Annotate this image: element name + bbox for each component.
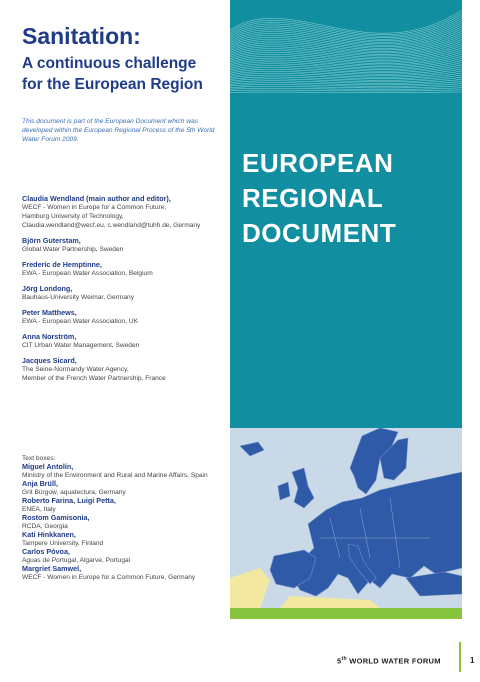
- author-name: Anna Norström,: [22, 332, 77, 341]
- author-affiliation: The Seine-Normandy Water Agency, Member of the French Water Partnership, France: [22, 366, 166, 382]
- europe-map-image: [230, 428, 462, 608]
- footer-divider: [459, 642, 461, 672]
- text-box-author-name: Rostom Gamisonia,: [22, 513, 90, 522]
- regional-document-title: [242, 146, 457, 251]
- author-entry: [22, 194, 227, 230]
- author-name: Jacques Sicard,: [22, 356, 77, 365]
- author-entry: [22, 356, 227, 383]
- teal-panel: [230, 0, 462, 428]
- author-affiliation: CIT Urban Water Management, Sweden: [22, 342, 140, 349]
- author-affiliation: EWA - European Water Association, UK: [22, 318, 139, 325]
- text-box-contributors: [22, 454, 227, 582]
- doc-title-line-3: DOCUMENT: [242, 218, 397, 248]
- author-name: Björn Guterstam,: [22, 236, 81, 245]
- author-affiliation: Global Water Partnership, Sweden: [22, 246, 124, 253]
- cover-panel: [230, 0, 462, 619]
- wave-line: [230, 14, 462, 36]
- wave-line: [230, 56, 462, 66]
- text-box-author-name: Margriet Samwel,: [22, 564, 82, 573]
- author-name: Peter Matthews,: [22, 308, 77, 317]
- wave-line: [230, 71, 462, 77]
- text-box-author-affiliation: Tampere University, Finland: [22, 539, 104, 547]
- author-name: Claudia Wendland (main author and editor),: [22, 194, 171, 203]
- footer-forum-name: 5th WORLD WATER FORUM: [337, 656, 441, 666]
- wave-line: [230, 21, 462, 41]
- wave-line: [230, 88, 462, 90]
- text-box-author-name: Carlos Póvoa,: [22, 547, 70, 556]
- wave-line: [230, 12, 462, 35]
- author-list: [22, 194, 227, 389]
- text-boxes-label: Text boxes:: [22, 455, 56, 462]
- wave-line: [230, 92, 462, 93]
- wave-pattern-graphic: [230, 0, 462, 112]
- intro-text: This document is part of the European Document which was developed within the European Regional Process of the 5th World Water Forum 2009.: [22, 118, 215, 143]
- wave-line: [230, 81, 462, 84]
- text-box-author-affiliation: Ministry of the Environment and Rural and Marine Affairs, Spain: [22, 471, 208, 479]
- doc-title-line-1: EUROPEAN: [242, 148, 394, 178]
- author-entry: [22, 236, 227, 254]
- page-number: 1: [470, 656, 475, 665]
- green-accent-bar: [230, 608, 462, 619]
- author-entry: [22, 284, 227, 302]
- author-entry: [22, 332, 227, 350]
- wave-line: [230, 90, 462, 91]
- document-title: [22, 22, 227, 95]
- text-box-author-affiliation: Aguas de Portugal, Algarve, Portugal: [22, 556, 131, 564]
- author-entry: [22, 260, 227, 278]
- doc-title-line-2: REGIONAL: [242, 183, 384, 213]
- author-affiliation: EWA - European Water Association, Belgium: [22, 270, 153, 277]
- text-box-author-name: Roberto Farina, Luigi Petta,: [22, 496, 116, 505]
- text-box-author-affiliation: Grit Bürgow, aquatectura, Germany: [22, 488, 126, 496]
- title-line-2: A continuous challenge: [22, 55, 197, 72]
- author-entry: [22, 308, 227, 326]
- text-box-author-affiliation: RCDA, Georgia: [22, 522, 68, 530]
- author-name: Jörg Londong,: [22, 284, 73, 293]
- title-line-1: Sanitation:: [22, 23, 141, 49]
- text-box-author-affiliation: WECF - Women in Europe for a Common Future, Germany: [22, 573, 196, 581]
- author-affiliation: WECF - Women in Europe for a Common Future, Hamburg University of Technology, Claudia.wendland@wecf.eu, c.wendland@tuhh.de, Germany: [22, 204, 201, 229]
- author-name: Frederic de Hemptinne,: [22, 260, 102, 269]
- title-line-3: for the European Region: [22, 76, 203, 93]
- text-box-author-name: Kati Hinkkanen,: [22, 530, 76, 539]
- text-box-author-name: Miguel Antolín,: [22, 462, 74, 471]
- author-affiliation: Bauhaus-University Weimar, Germany: [22, 294, 135, 301]
- text-box-author-name: Anja Brüll,: [22, 479, 58, 488]
- wave-line: [230, 16, 462, 37]
- wave-line: [230, 18, 462, 39]
- text-box-list: [22, 463, 227, 582]
- text-box-author-affiliation: ENEA, Italy: [22, 505, 56, 513]
